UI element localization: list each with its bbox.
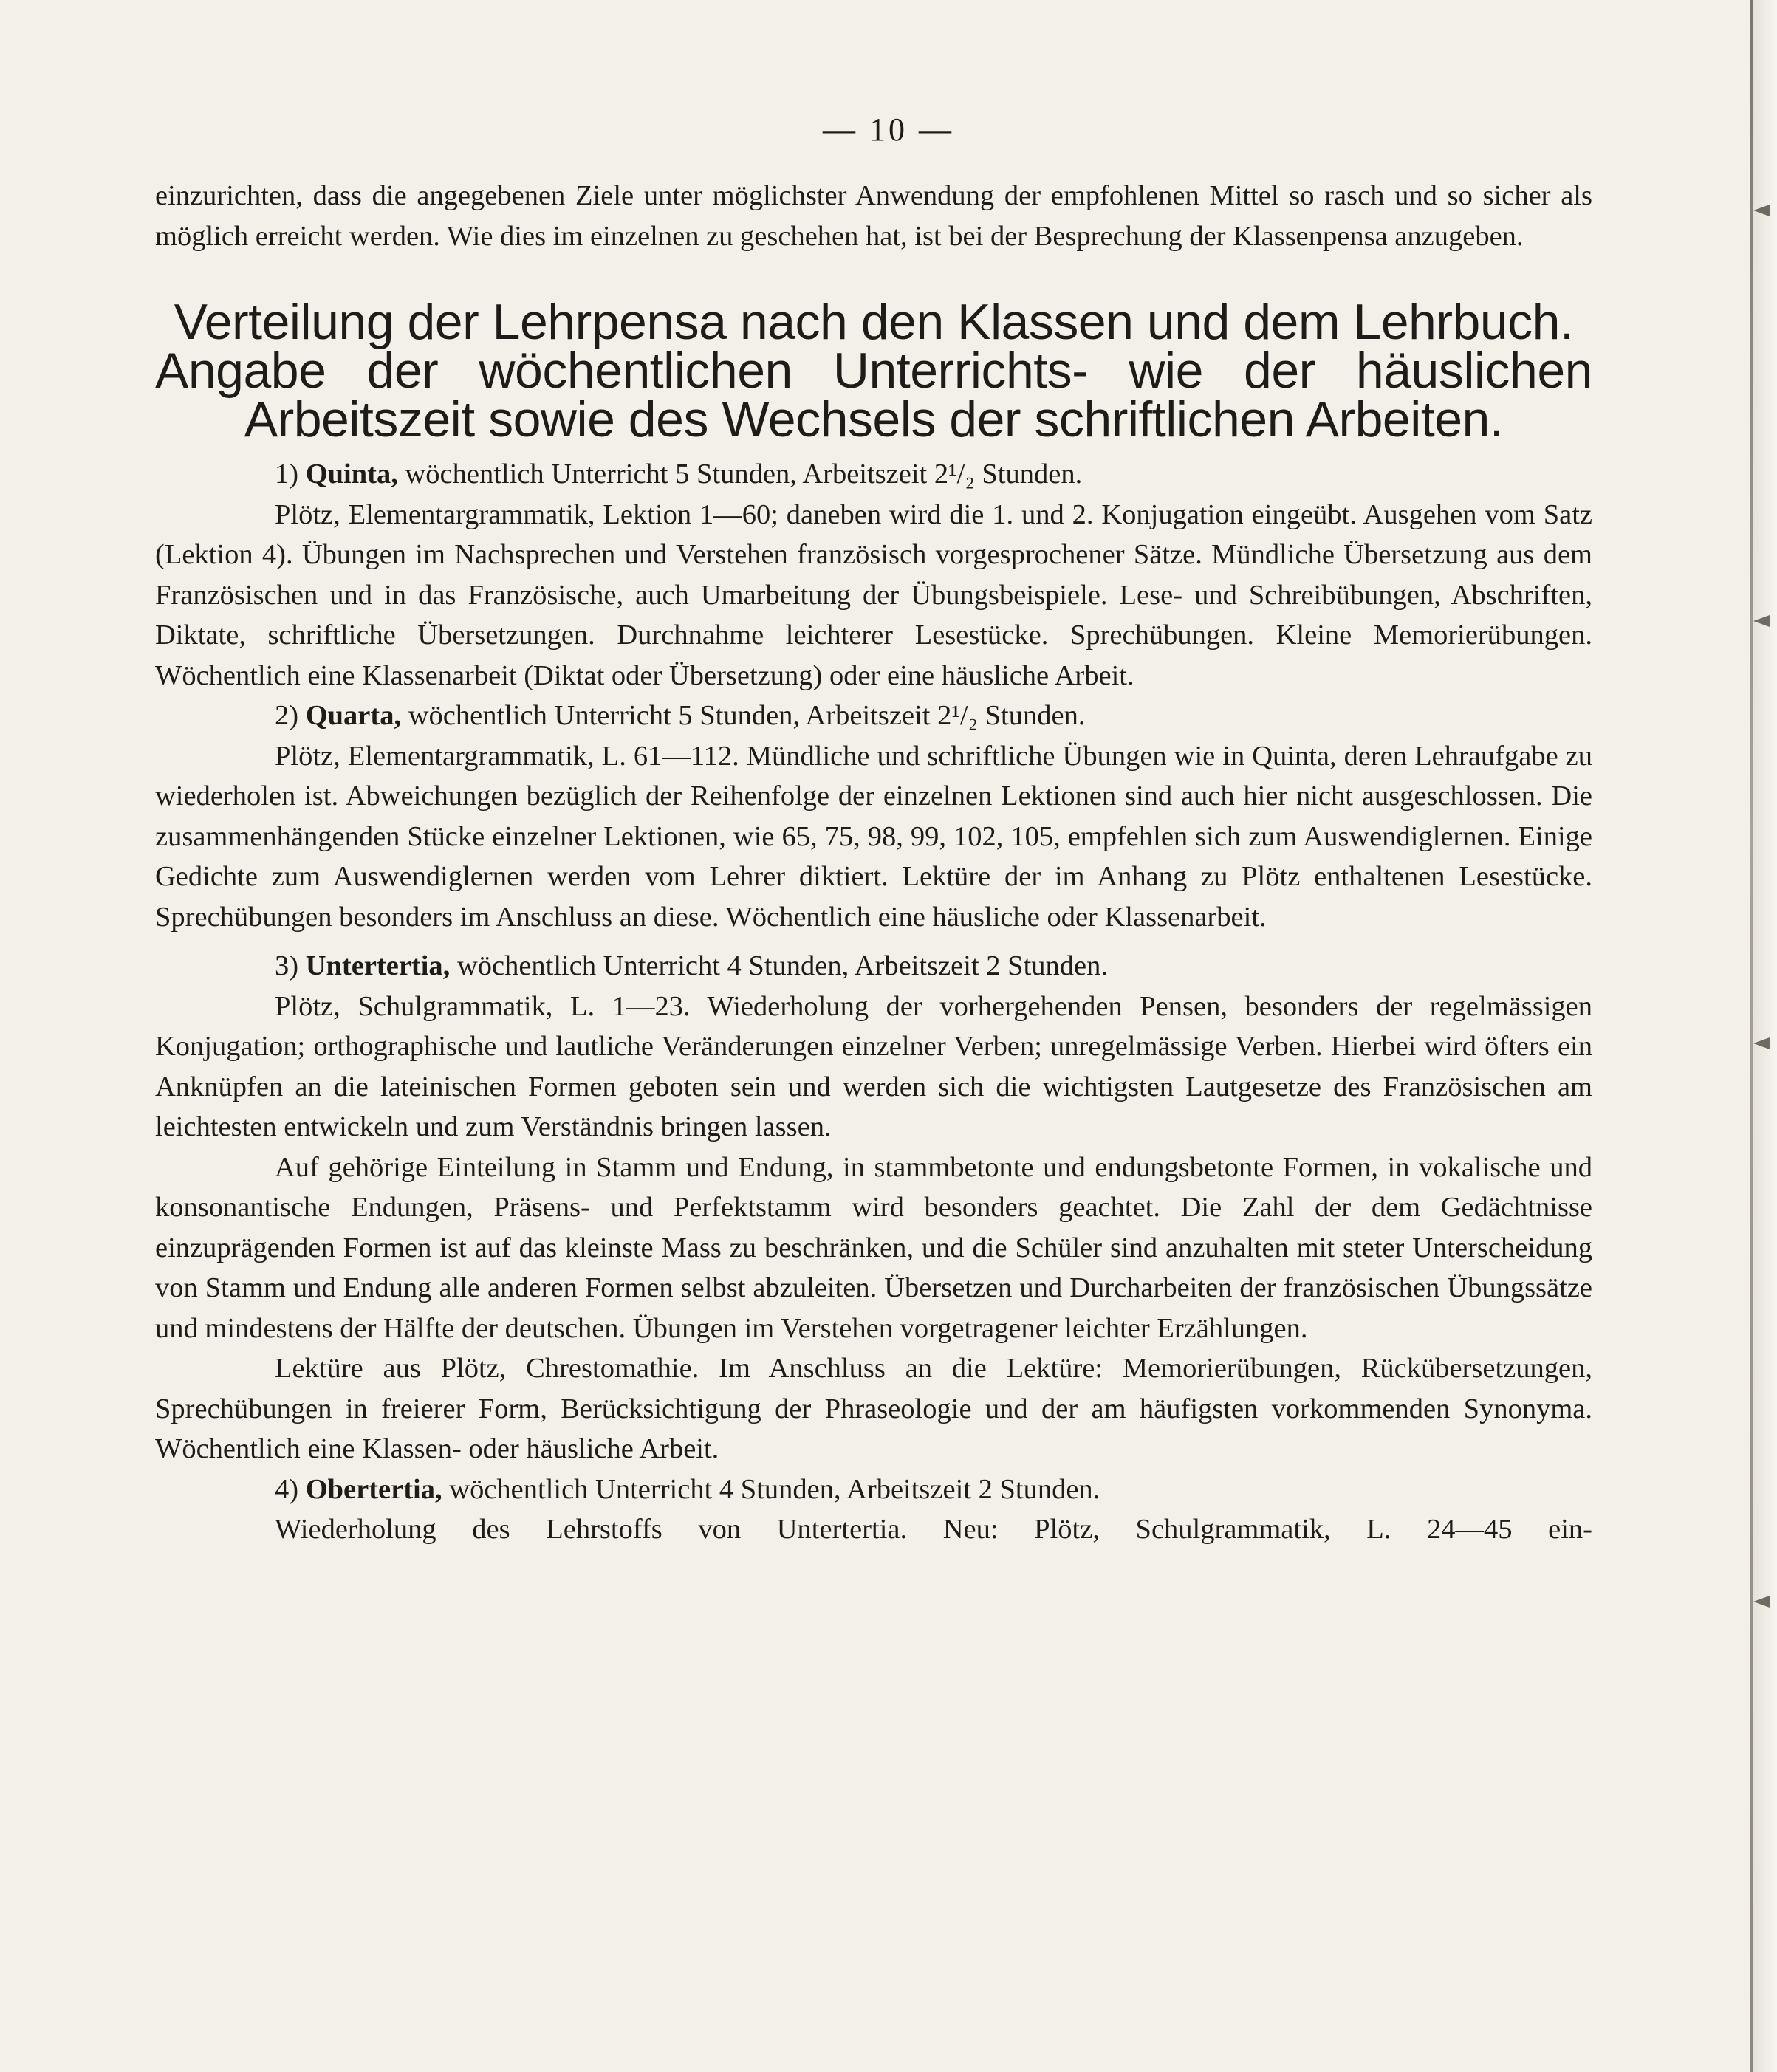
intro-paragraph: einzurichten, dass die angegebenen Ziele unter möglichster Anwendung der empfohlenen Mittel so rasch und so sicher als möglich erreicht werden. Wie dies im einzelnen zu geschehen hat, ist bei der Besprechung der Klassenpensa anzugeben. — [155, 180, 1592, 252]
heading-line-3: Arbeitszeit sowie des Wechsels der schriftlichen Arbeiten. — [244, 391, 1504, 447]
page-tab-marker — [1750, 204, 1776, 217]
section-number: 3) — [275, 950, 299, 981]
class-name: Quinta, — [305, 459, 398, 490]
paragraph: Wiederholung des Lehrstoffs von Untertertia. Neu: Plötz, Schulgrammatik, L. 24—45 ein- — [275, 1514, 1592, 1545]
page-edge-line — [1750, 0, 1753, 2072]
section-number: 2) — [275, 700, 299, 731]
body-text — [155, 176, 1592, 1550]
class-name: Obertertia, — [305, 1473, 442, 1505]
section-heading — [155, 294, 1592, 447]
page-number: — 10 — — [823, 112, 954, 148]
class-name: Quarta, — [305, 700, 402, 731]
section-schedule: wöchentlich Unterricht 5 Stunden, Arbeitszeit 2¹/₂ Stunden. — [405, 459, 1083, 490]
class-name: Untertertia, — [305, 950, 451, 981]
section-title-untertertia — [155, 946, 1592, 987]
heading-line-2: Angabe der wöchentlichen Unterrichts- wie der häuslichen — [155, 343, 1592, 399]
section-number: 4) — [275, 1473, 299, 1505]
paragraph: Plötz, Elementargrammatik, L. 61—112. Mündliche und schriftliche Übungen wie in Quinta, deren Lehraufgabe zu wiederholen ist. Abweichungen bezüglich der Reihenfolge der einzelnen Lektionen sind auch hier nicht ausgeschlossen. Die zusammenhängenden Stücke einzelner Lektionen, wie 65, 75, 98, 99, 102, 105, empfehlen sich zum Auswendiglernen. Einige Gedichte zum Auswendiglernen werden vom Lehrer diktiert. Lektüre der im Anhang zu Plötz enthaltenen Lesestücke. Sprechübungen besonders im Anschluss an diese. Wöchentlich eine häusliche oder Klassenarbeit. — [155, 740, 1592, 933]
paragraph: Plötz, Schulgrammatik, L. 1—23. Wiederholung der vorhergehenden Pensen, besonders der regelmässigen Konjugation; orthographische und lautliche Veränderungen einzelner Verben; unregelmässige Verben. Hierbei wird öfters ein Anknüpfen an die lateinischen Formen geboten sein und werden sich die wichtigsten Lautgesetze des Französischen am leichtesten entwickeln und zum Verständnis bringen lassen. — [155, 990, 1592, 1142]
section-title-obertertia — [155, 1469, 1592, 1510]
page-tab-marker — [1750, 1595, 1776, 1608]
section-schedule: wöchentlich Unterricht 4 Stunden, Arbeitszeit 2 Stunden. — [449, 1473, 1100, 1505]
paragraph: Lektüre aus Plötz, Chrestomathie. Im Anschluss an die Lektüre: Memorierübungen, Rückübersetzungen, Sprechübungen in freierer Form, Berücksichtigung der Phraseologie und der am häufigsten vorkommenden Synonyma. Wöchentlich eine Klassen- oder häusliche Arbeit. — [155, 1353, 1592, 1464]
section-schedule: wöchentlich Unterricht 5 Stunden, Arbeitszeit 2¹/₂ Stunden. — [408, 700, 1086, 731]
section-schedule: wöchentlich Unterricht 4 Stunden, Arbeitszeit 2 Stunden. — [456, 950, 1108, 981]
page-tab-marker — [1750, 614, 1776, 628]
section-number: 1) — [275, 459, 299, 490]
page-tab-marker — [1750, 1037, 1776, 1050]
heading-line-1: Verteilung der Lehrpensa nach den Klassen und dem Lehrbuch. — [174, 294, 1574, 350]
paragraph: Plötz, Elementargrammatik, Lektion 1—60; daneben wird die 1. und 2. Konjugation eingeübt. Ausgehen vom Satz (Lektion 4). Übungen im Nachsprechen und Verstehen französisch vorgesprochener Sätze. Mündliche Übersetzung aus dem Französischen und in das Französische, auch Umarbeitung der Übungsbeispiele. Lese- und Schreibübungen, Abschriften, Diktate, schriftliche Übersetzungen. Durchnahme leichterer Lesestücke. Sprechübungen. Kleine Memorierübungen. Wöchentlich eine Klassenarbeit (Diktat oder Übersetzung) oder eine häusliche Arbeit. — [155, 498, 1592, 691]
page-edge-shadow — [1753, 0, 1777, 2072]
paragraph: Auf gehörige Einteilung in Stamm und Endung, in stammbetonte und endungsbetonte Formen, in vokalische und konsonantische Endungen, Präsens- und Perfektstamm wird besonders geachtet. Die Zahl der dem Gedächtnisse einzuprägenden Formen ist auf das kleinste Mass zu beschränken, und die Schüler sind anzuhalten mit steter Unterscheidung von Stamm und Endung alle anderen Formen selbst abzuleiten. Übersetzen und Durcharbeiten der französischen Übungssätze und mindestens der Hälfte der deutschen. Übungen im Verstehen vorgetragener leichter Erzählungen. — [155, 1151, 1592, 1344]
section-title-quarta — [155, 696, 1592, 736]
section-title-quinta — [155, 454, 1592, 495]
